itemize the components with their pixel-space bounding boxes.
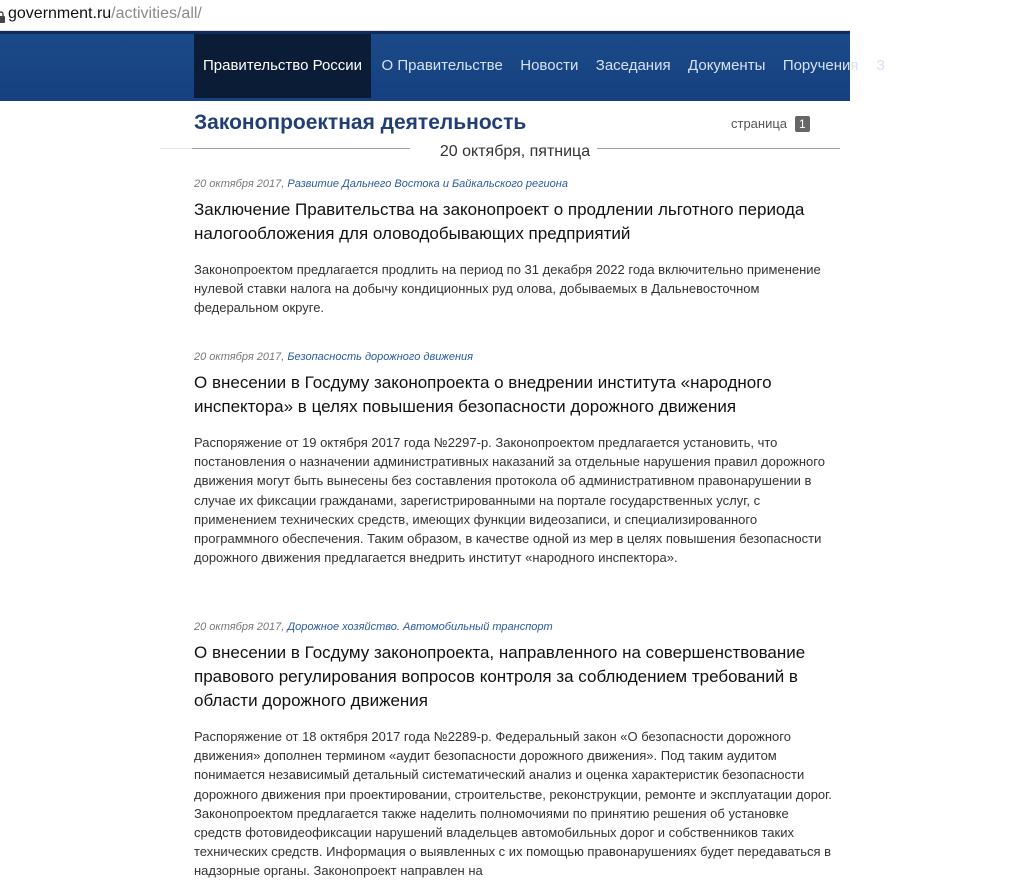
nav-item-news[interactable]: Новости	[520, 57, 579, 74]
nav-item-documents[interactable]: Документы	[688, 57, 766, 74]
article-summary: Распоряжение от 19 октября 2017 года №2297-р. Законопроектом предлагается установить, что постановления о назначении административных наказаний за отдельные нарушения правил дорожного движения могут быть вынесены без составления протокола об административном правонарушении в случае их фиксации гражданами, зарегистрированными на портале государственных услуг, с применением технических средств, имеющих функции видеозаписи, и специализированного программного обеспечения. Таким образом, в качестве одной из мер в целях повышения безопасности дорожного движения предлагается внедрить институт «народного инспектора».	[194, 435, 825, 566]
article-meta	[194, 178, 834, 190]
nav-item-orders[interactable]: Поручения	[782, 57, 859, 74]
article-title-link[interactable]: О внесении в Госдуму законопроекта, направленного на совершенствование правового регулирования вопросов контроля за соблюдением требований в области дорожного движения	[194, 643, 806, 710]
article-item	[194, 621, 834, 881]
nav-item-government[interactable]: Правительство России	[194, 34, 371, 98]
nav-list	[194, 34, 885, 98]
url-domain: government.ru	[8, 5, 112, 22]
article-date: 20 октября 2017,	[194, 621, 285, 633]
article-summary: Законопроектом предлагается продлить на период по 31 декабря 2022 года включительно применение нулевой ставки налога на добычу кондиционных руд олова, добываемых в Дальневосточном федеральном округе.	[194, 262, 821, 316]
divider-right	[597, 148, 840, 149]
article-date: 20 октября 2017,	[194, 351, 285, 363]
nav-item-about[interactable]: О Правительстве	[381, 57, 503, 74]
article-item	[194, 178, 834, 318]
page-title: Законопроектная деятельность	[194, 111, 527, 134]
nav-item-meetings[interactable]: Заседания	[595, 57, 671, 74]
article-meta	[194, 351, 834, 363]
article-date: 20 октября 2017,	[194, 178, 285, 190]
address-bar[interactable]	[0, 0, 850, 31]
main-nav	[0, 31, 886, 101]
nav-item-more[interactable]: З	[876, 57, 886, 74]
article-category-link[interactable]: Дорожное хозяйство. Автомобильный транспорт	[287, 621, 553, 633]
page-label: страница	[731, 116, 788, 131]
day-label: 20 октября, пятница	[439, 143, 591, 160]
article-category-link[interactable]: Безопасность дорожного движения	[287, 351, 474, 363]
page-number[interactable]: 1	[795, 116, 810, 132]
article-category-link[interactable]: Развитие Дальнего Востока и Байкальского региона	[287, 178, 568, 190]
article-title-link[interactable]: Заключение Правительства на законопроект о продлении льготного периода налогообложения для оловодобывающих предприятий	[194, 200, 805, 243]
article-summary: Распоряжение от 18 октября 2017 года №2289-р. Федеральный закон «О безопасности дорожного движения» дополнен термином «аудит безопасности дорожного движения». Под таким аудитом понимается независимый детальный систематический анализ и оценка характеристик безопасности дорожного движения при проектировании, строительстве, реконструкции, ремонте и эксплуатации дорог. Законопроектом предлагается также наделить полномочиями по принятию решения об установке средств фотовидеофиксации нарушений владельцев автомобильных дорог и собственников таких технических средств. Информация о выявленных с их помощью правонарушениях будет передаваться в надзорные органы. Законопроект направлен на	[194, 729, 832, 879]
pagination	[731, 116, 810, 132]
url-path: /activities/all/	[111, 5, 202, 22]
article-title-link[interactable]: О внесении в Госдуму законопроекта о внедрении института «народного инспектора» в целях повышения безопасности дорожного движения	[194, 373, 772, 416]
article-item	[194, 351, 834, 567]
article-meta	[194, 621, 834, 633]
url-text[interactable]	[8, 0, 202, 28]
lock-icon	[0, 6, 6, 20]
